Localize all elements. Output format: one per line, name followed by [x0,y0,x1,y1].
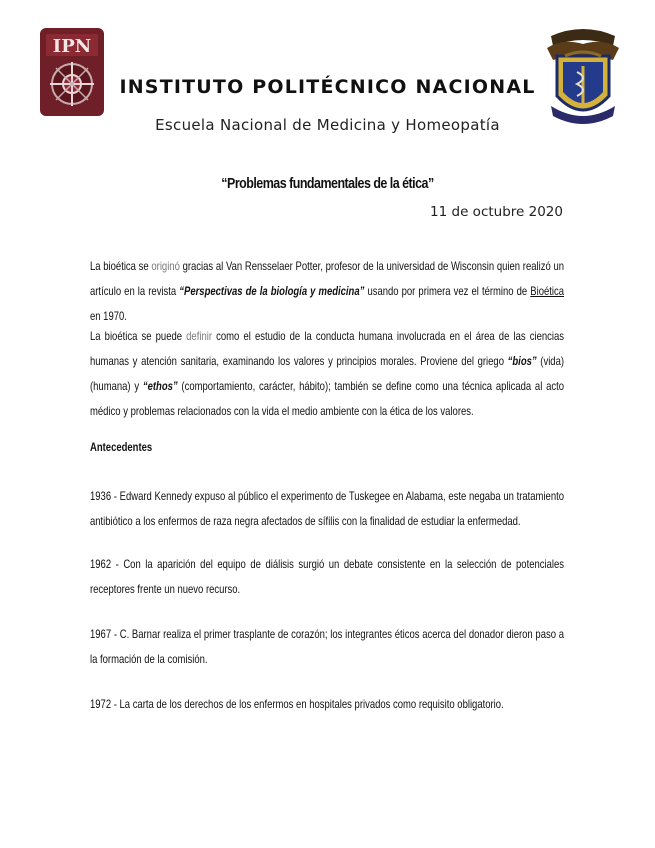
p2-term-ethos: “ethos” [142,379,178,393]
p1-text-g: en 1970. [90,309,127,323]
p2-text-a: La bioética se puede [90,329,187,343]
timeline-1962: 1962 - Con la aparición del equipo de diálisis surgió un debate consistente en la selección de potenciales receptores frente un nuevo recurso. [90,557,564,596]
p2-text-e: (vida) (humana) y [90,354,564,393]
p1-term-bioetica: Bioética [530,284,565,298]
p1-text-c: gracias al Van Rensselaer Potter, profesor de la universidad de Wisconsin quien realizó un artículo en la revista [90,259,565,298]
timeline-1972: 1972 - La carta de los derechos de los enfermos en hospitales privados como requisito obligatorio. [90,697,504,711]
paragraph-origin [90,254,564,329]
document-title: “Problemas fundamentales de la ética” [221,176,434,192]
document-date: 11 de octubre 2020 [430,204,563,220]
institution-title: INSTITUTO POLITÉCNICO NACIONAL [119,76,536,98]
p1-text-a: La bioética se [90,259,152,273]
paragraph-definition [90,324,564,424]
p1-journal-title: “Perspectivas de la biología y medicina” [179,284,365,298]
p2-text-c: como el estudio de la conducta humana involucrada en el área de las ciencias humanas y atención sanitaria, examinando los valores y principios morales. Proviene del griego [90,329,564,368]
section-heading-antecedentes: Antecedentes [90,440,153,454]
ipn-logo-text: IPN [52,36,92,57]
timeline-1967: 1967 - C. Barnar realiza el primer trasplante de corazón; los integrantes éticos acerca del donador dieron paso a la formación de la comisión. [90,627,564,666]
school-subtitle: Escuela Nacional de Medicina y Homeopatía [155,116,500,134]
p2-text-g: (comportamiento, carácter, hábito); también se define como una técnica aplicada al acto médico y problemas relacionados con la vida el medio ambiente con la ética de los valores. [90,379,565,418]
p1-text-e: usando por primera vez el término de [364,284,531,298]
p2-keyword-definir: definir [186,329,212,343]
p1-keyword-origino: originó [151,259,180,273]
timeline-1936: 1936 - Edward Kennedy expuso al público el experimento de Tuskegee en Alabama, este negaba un tratamiento antibiótico a los enfermos de raza negra afectados de sífilis con la finalidad de estudiar la enfermedad. [90,489,564,528]
ipn-logo [38,26,106,118]
p2-term-bios: “bios” [507,354,537,368]
